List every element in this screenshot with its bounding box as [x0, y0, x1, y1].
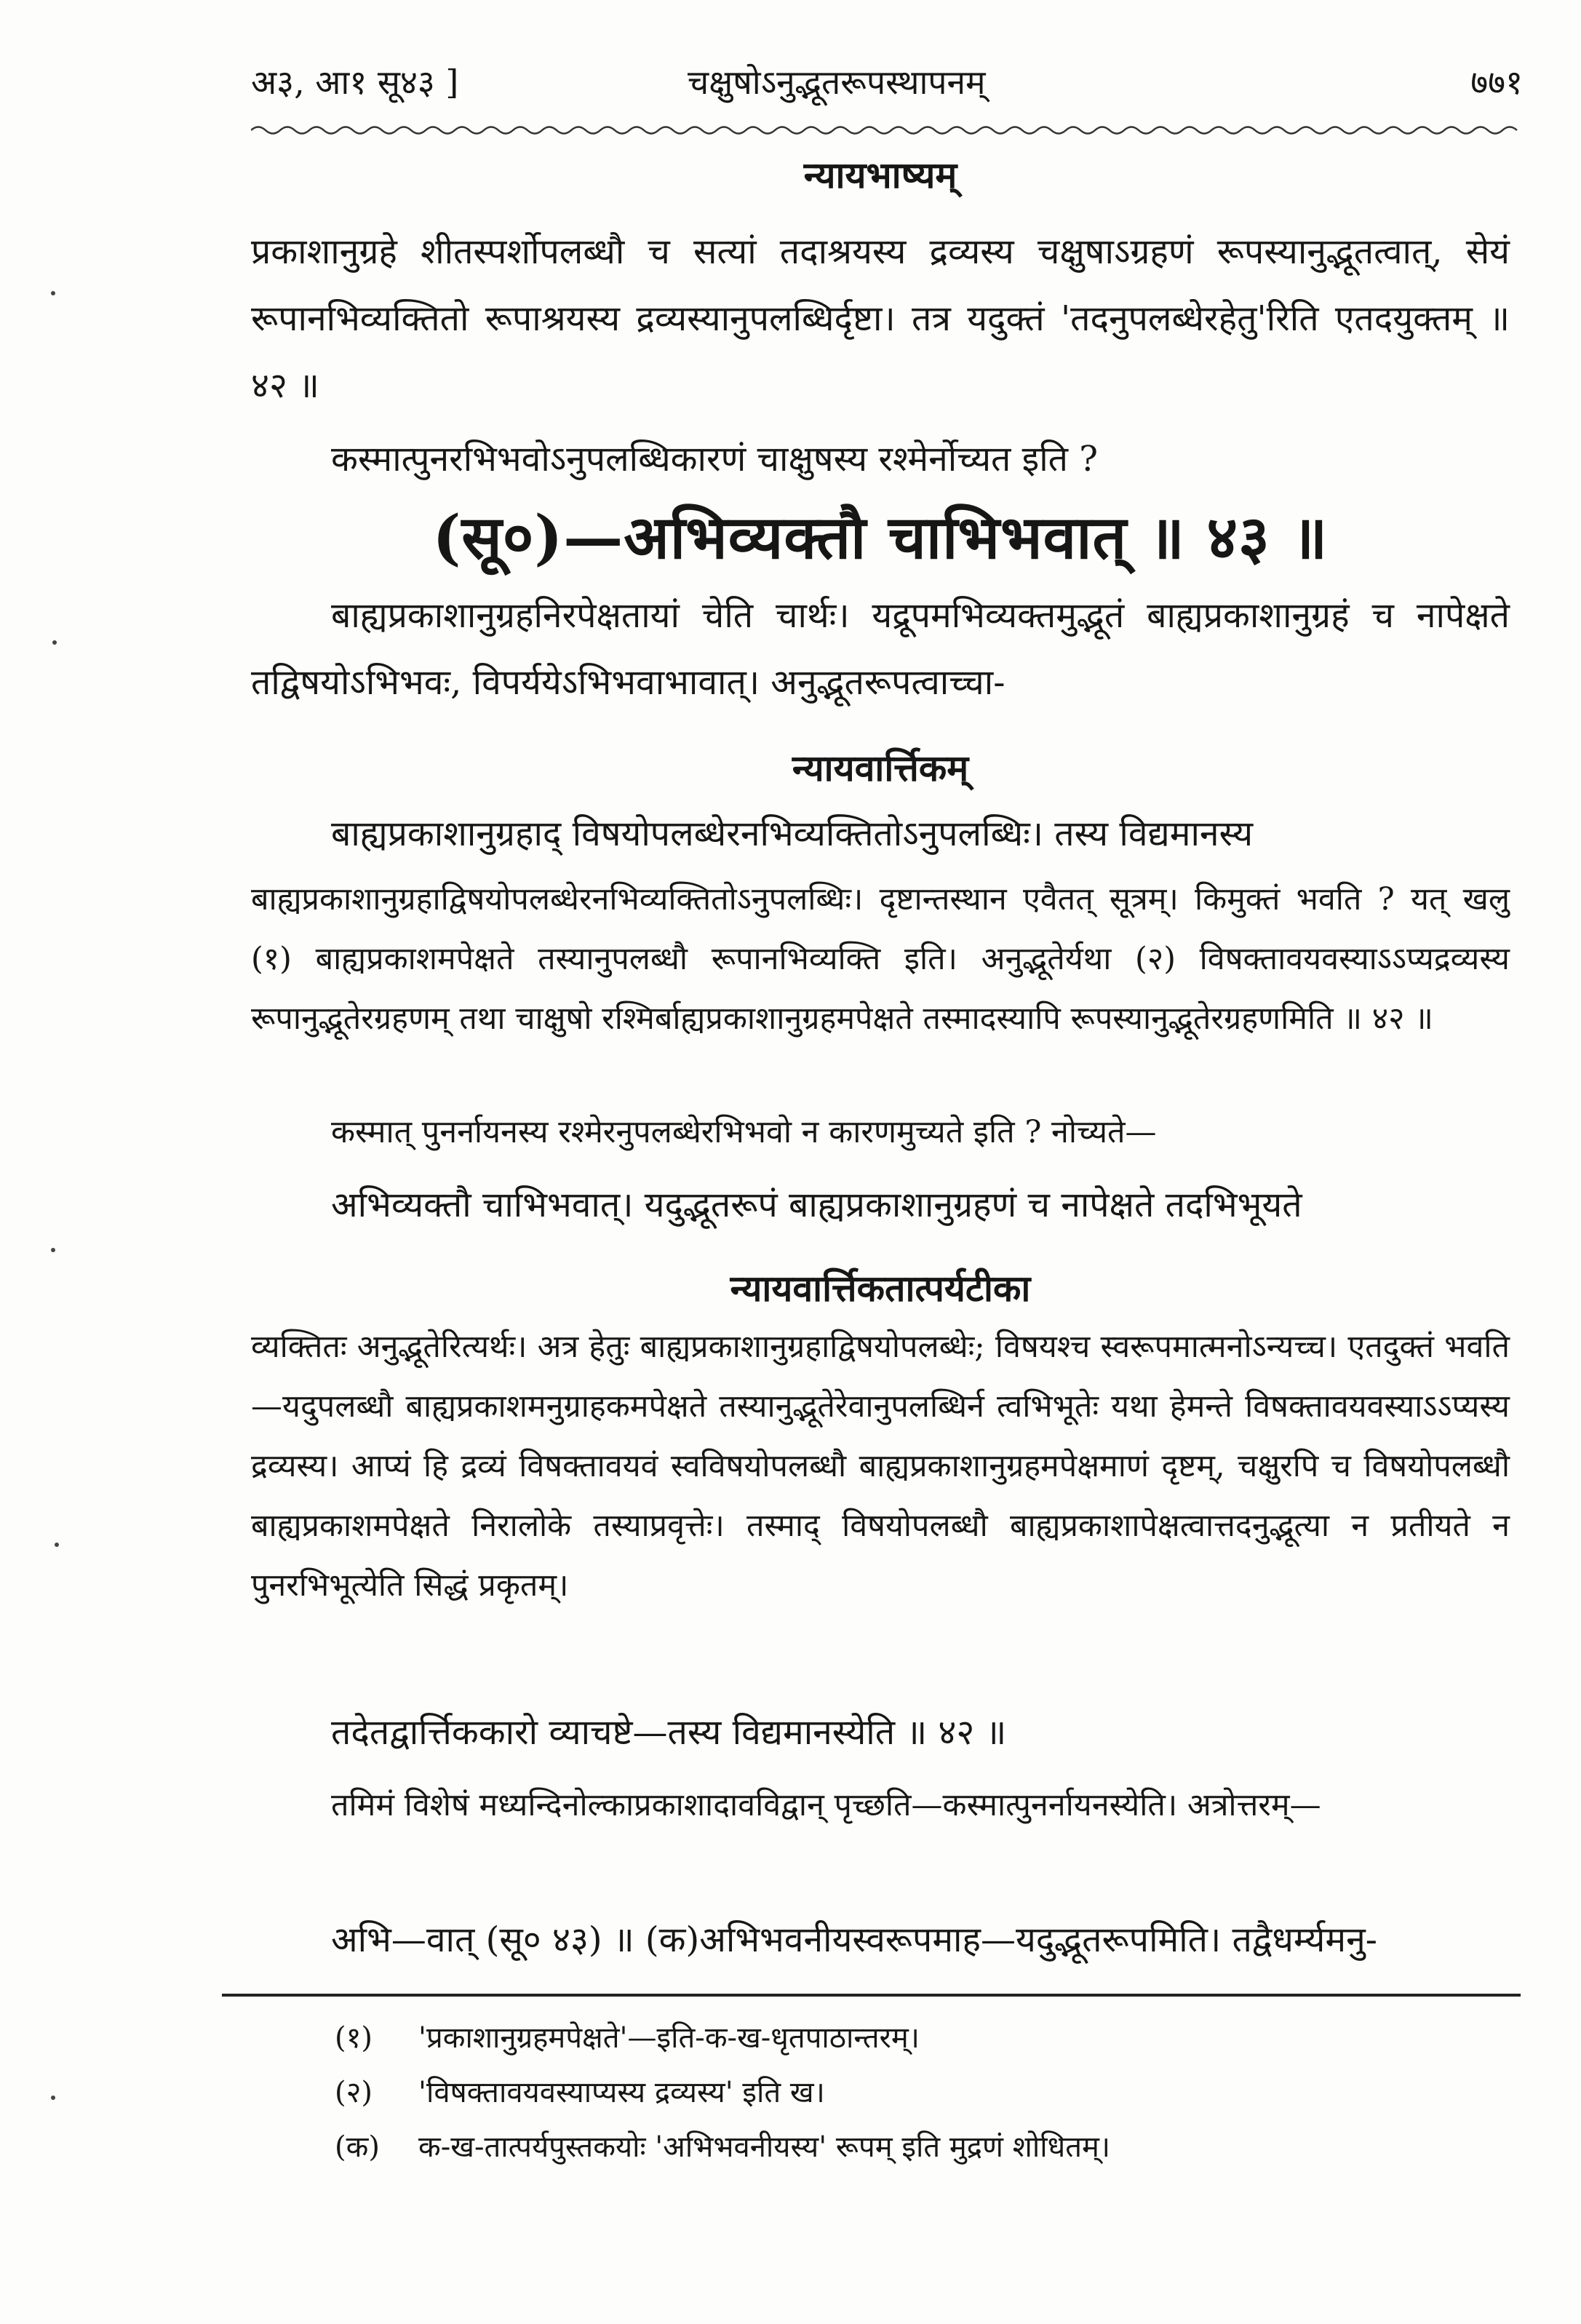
vartika-question: कस्मात् पुनर्नायनस्य रश्मेरनुपलब्धेरभिभवो न कारणमुच्यते इति ? नोच्यते—: [331, 1114, 1157, 1150]
scan-speck: [55, 1543, 59, 1547]
header-wavy-rule: [251, 124, 1524, 137]
vartika-sutra-line: अभिव्यक्तौ चाभिभवात्। यदुद्भूतरूपं बाह्यप्रकाशानुग्रहणं च नापेक्षते तदभिभूयते: [331, 1185, 1302, 1225]
bhashya-question: कस्मात्पुनरभिभवोऽनुपलब्धिकारणं चाक्षुषस्य रश्मेर्नोच्यत इति ?: [331, 439, 1099, 479]
tika-paragraph-2: तदेतद्वार्त्तिककारो व्याचष्टे—तस्य विद्यमानस्येति ॥ ४२ ॥: [331, 1712, 1007, 1753]
footnote-mark: (क): [335, 2130, 380, 2164]
footnote-mark: (१): [335, 2021, 373, 2055]
tika-paragraph-1: व्यक्तितः अनुद्भूतेरित्यर्थः। अत्र हेतुः बाह्यप्रकाशानुग्रहाद्विषयोपलब्धेः; विषयश्च स्वरूपमात्मनोऽन्यच्च। एतदुक्तं भवति—यदुपलब्धौ बाह्यप्रकाशमनुग्राहकमपेक्षते तस्यानुद्भूतेरेवानुपलब्धिर्न त्वभिभूतेः यथा हेमन्ते विषक्तावयवस्याऽऽप्यस्य द्रव्यस्य। आप्यं हि द्रव्यं विषक्तावयवं स्वविषयोपलब्धौ बाह्यप्रकाशानुग्रहमपेक्षमाणं दृष्टम्, चक्षुरपि च विषयोपलब्धौ बाह्यप्रकाशमपेक्षते निरालोके तस्याप्रवृत्तेः। तस्माद् विषयोपलब्धौ बाह्यप्रकाशापेक्षत्वात्तदनुद्भूत्या न प्रतीयते न पुनरभिभूत्येति सिद्धं प्रकृतम्।: [251, 1329, 1510, 1604]
tika-heading: न्यायवार्त्तिकतात्पर्यटीका: [730, 1267, 1031, 1310]
nyayavartika-heading: न्यायवार्त्तिकम्: [792, 747, 969, 789]
sutra-43: (सू०)—अभिव्यक्तौ चाभिभवात् ॥ ४३ ॥: [432, 503, 1329, 573]
page-number: ७७१: [1470, 63, 1523, 102]
tika-paragraph-4: अभि—वात् (सू० ४३) ॥ (क)अभिभवनीयस्वरूपमाह—यदुद्भूतरूपमिति। तद्वैधर्म्यमनु-: [331, 1919, 1377, 1960]
nyayabhashya-heading: न्यायभाष्यम्: [803, 154, 957, 196]
scan-speck: [51, 291, 55, 295]
footnote-2: [335, 2070, 1499, 2115]
vartika-paragraph: बाह्यप्रकाशानुग्रहाद्विषयोपलब्धेरनभिव्यक्तितोऽनुपलब्धिः। दृष्टान्तस्थान एवैतत् सूत्रम्। किमुक्तं भवति ? यत् खलु (१) बाह्यप्रकाशमपेक्षते तस्यानुपलब्धौ रूपानभिव्यक्ति इति। अनुद्भूतेर्यथा (२) विषक्तावयवस्याऽऽप्यद्रव्यस्य रूपानुद्भूतेरग्रहणम् तथा चाक्षुषो रश्मिर्बाह्यप्रकाशानुग्रहमपेक्षते तस्मादस्यापि रूपस्यानुद्भूतेरग्रहणमिति ॥ ४२ ॥: [251, 881, 1510, 1037]
footnote-rule: [222, 1994, 1521, 1997]
running-header: [251, 49, 1523, 115]
footnote-text: 'प्रकाशानुग्रहमपेक्षते'—इति-क-ख-धृतपाठान्तरम्।: [418, 2021, 920, 2055]
header-title: चक्षुषोऽनुद्भूतरूपस्थापनम्: [688, 63, 986, 102]
footnote-text: 'विषक्तावयवस्याप्यस्य द्रव्यस्य' इति ख।: [418, 2076, 825, 2109]
footnote-mark: (२): [335, 2076, 373, 2109]
sutra-bhashya-paragraph: बाह्यप्रकाशानुग्रहनिरपेक्षतायां चेति चार्थः। यद्रूपमभिव्यक्तमुद्भूतं बाह्यप्रकाशानुग्रहं च नापेक्षते तद्विषयोऽभिभवः, विपर्ययेऽभिभवाभावात्। अनुद्भूतरूपत्वाच्चा-: [251, 595, 1510, 703]
footnote-3: [335, 2125, 1499, 2170]
scan-speck: [51, 2096, 55, 2100]
footnote-text: क-ख-तात्पर्यपुस्तकयोः 'अभिभवनीयस्य' रूपम् इति मुद्रणं शोधितम्।: [418, 2130, 1111, 2164]
bhashya-paragraph: प्रकाशानुग्रहे शीतस्पर्शोपलब्धौ च सत्यां तदाश्रयस्य द्रव्यस्य चक्षुषाऽग्रहणं रूपस्यानुद्भूतत्वात्, सेयं रूपानभिव्यक्तितो रूपाश्रयस्य द्रव्यस्यानुपलब्धिर्दृष्टा। तत्र यदुक्तं 'तदनुपलब्धेरहेतु'रिति एतदयुक्तम् ॥ ४२ ॥: [251, 231, 1510, 406]
header-section-ref: अ३, आ१ सू४३ ]: [251, 63, 459, 102]
scan-speck: [52, 640, 57, 645]
vartika-line-1: बाह्यप्रकाशानुग्रहाद् विषयोपलब्धेरनभिव्यक्तितोऽनुपलब्धिः। तस्य विद्यमानस्य: [331, 813, 1254, 854]
footnote-1: [335, 2015, 1499, 2061]
tika-paragraph-3: तमिमं विशेषं मध्यन्दिनोल्काप्रकाशादावविद्वान् पृच्छति—कस्मात्पुनर्नायनस्येति। अत्रोत्तरम्—: [331, 1787, 1321, 1823]
scan-speck: [51, 1248, 55, 1252]
